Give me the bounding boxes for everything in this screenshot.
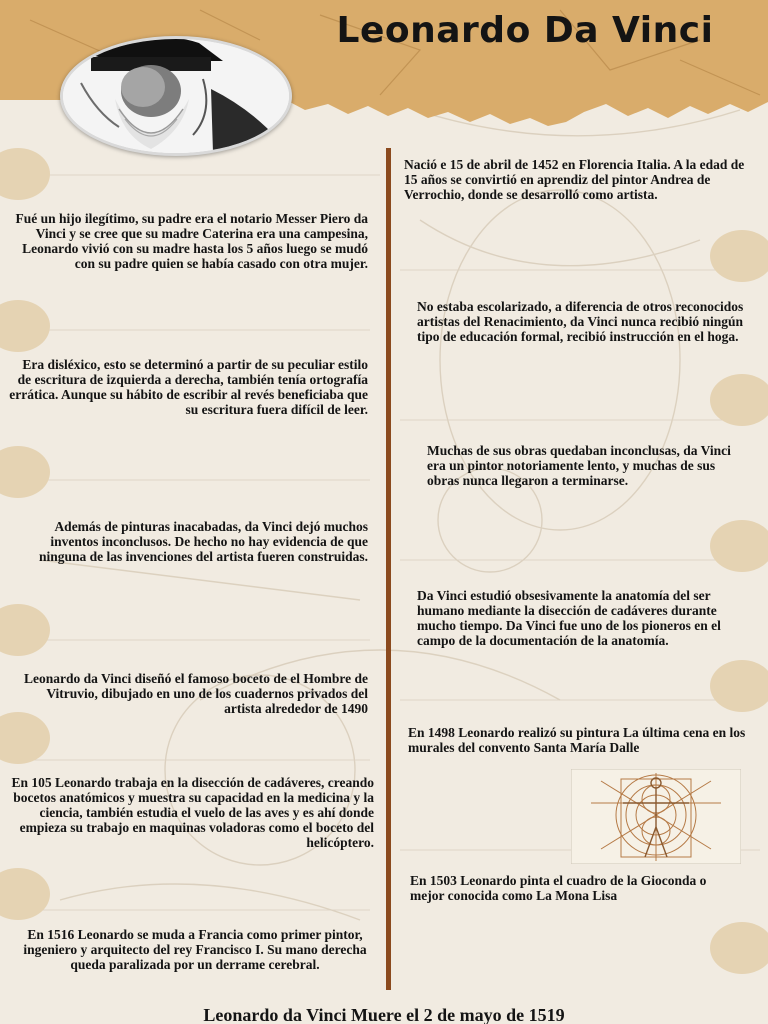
timeline-entry-dyslexia: Era disléxico, esto se determinó a partir de su peculiar estilo de escritura de izquierda a derecha, también tenía ortografía errática. Aunque su hábito de escribir al revés beneficiaba que su escritura fuera difícil de leer. xyxy=(9,357,368,417)
timeline-entry-france: En 1516 Leonardo se muda a Francia como primer pintor, ingeniero y arquitecto del rey Francisco I. Su mano derecha queda paralizada por un derrame cerebral. xyxy=(23,927,367,972)
timeline-entry-mona-lisa: En 1503 Leonardo pinta el cuadro de la Gioconda o mejor conocida como La Mona Lisa xyxy=(410,873,707,903)
timeline-bar xyxy=(386,148,391,990)
leonardo-portrait xyxy=(63,39,289,153)
edge-circle xyxy=(710,922,768,974)
footer-death-date: Leonardo da Vinci Muere el 2 de mayo de 1519 xyxy=(203,1005,565,1024)
timeline-entry-education: No estaba escolarizado, a diferencia de otros reconocidos artistas del Renacimiento, da Vinci nunca recibió ningún tipo de educación formal, recibió instrucción en el hoga. xyxy=(417,299,744,344)
portrait-medallion xyxy=(60,36,292,156)
edge-circle xyxy=(710,230,768,282)
timeline-entry-dissection: En 105 Leonardo trabaja en la disección de cadáveres, creando bocetos anatómicos y muestra su capacidad en la medicina y la ciencia, también estudia el vuelo de las aves y es ahí donde empieza su trabajo en maquinas voladoras como el boceto del helicóptero. xyxy=(11,775,374,850)
timeline-entry-anatomy: Da Vinci estudió obsesivamente la anatomía del ser humano mediante la disección de cadáveres durante mucho tiempo. Da Vinci fue uno de los pioneros en el campo de la documentación de la anatomía. xyxy=(417,588,721,648)
timeline-entry-family: Fué un hijo ilegítimo, su padre era el notario Messer Piero da Vinci y se cree que su madre Caterina era una campesina, Leonardo vivió con su madre hasta los 5 años luego se mudó con su padre quien se había casado con otra mujer. xyxy=(15,211,368,271)
timeline-entry-birth: Nació e 15 de abril de 1452 en Florencia Italia. A la edad de 15 años se convirtió en aprendiz del pintor Andrea de Verrochio, donde se desarrolló como artista. xyxy=(404,157,745,202)
edge-circle xyxy=(710,660,768,712)
timeline-entry-unfinished-works: Muchas de sus obras quedaban inconclusas, da Vinci era un pintor notoriamente lento, y muchas de sus obras nunca llegaron a terminarse. xyxy=(427,443,731,488)
timeline-entry-vitruvian: Leonardo da Vinci diseñó el famoso boceto de el Hombre de Vitruvio, dibujado en uno de los cuadernos privados del artista alrededor de 1490 xyxy=(24,671,368,716)
vitruvian-sketch xyxy=(571,769,741,864)
page-title: Leonardo Da Vinci xyxy=(336,10,714,51)
edge-circle xyxy=(710,520,768,572)
timeline-entry-inventions: Además de pinturas inacabadas, da Vinci dejó muchos inventos inconclusos. De hecho no hay evidencia de que ninguna de las invenciones del artista fueren construidas. xyxy=(38,519,368,564)
timeline-entry-last-supper: En 1498 Leonardo realizó su pintura La última cena en los murales del convento Santa María Dalle xyxy=(408,725,746,755)
edge-circle xyxy=(710,374,768,426)
